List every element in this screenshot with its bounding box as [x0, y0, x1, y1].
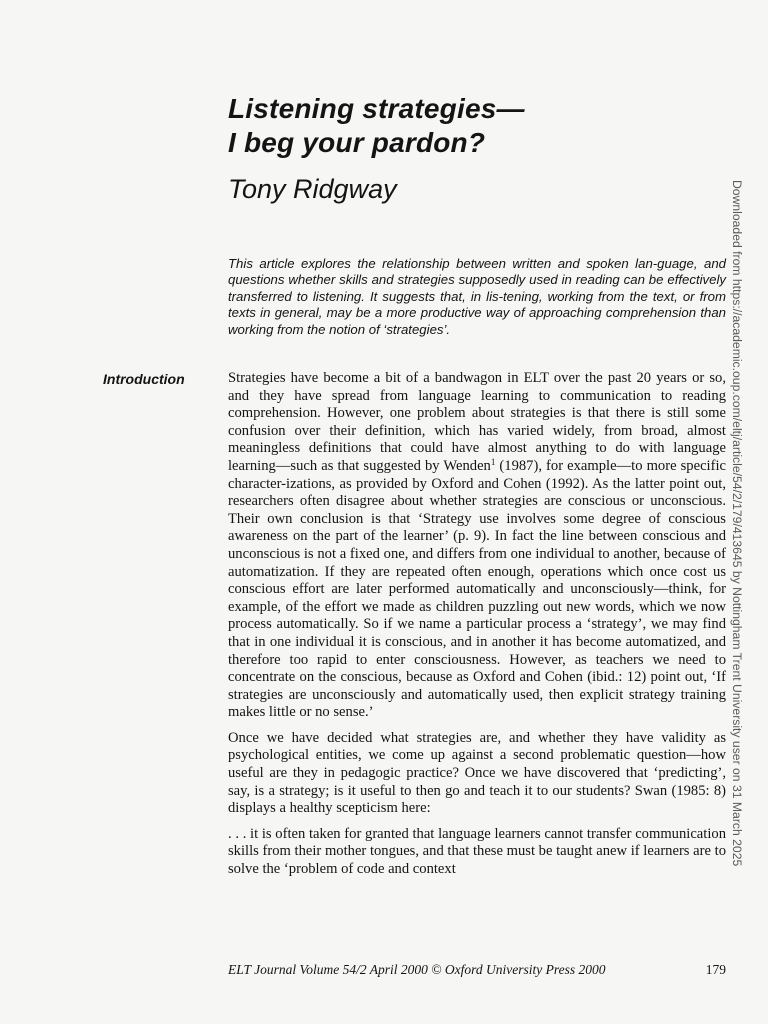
body-paragraph-2: Once we have decided what strategies are, and whether they have validity as psychological entities, we come up against a second problematic question—how useful are they in pedagogic practice? Once we have discovered that ‘predicting’, say, is a strategy; is it useful to then go and teach it to our students? Swan (1985: 8) displays a healthy scepticism here: [228, 729, 726, 817]
page-number: 179 [705, 962, 726, 977]
article-title-line-1: Listening strategies— [228, 93, 525, 124]
body-paragraph-1 [228, 370, 726, 722]
body-paragraph-1-text-a: Strategies have become a bit of a bandwagon in ELT over the past 20 years or so, and they have spread from language learning to communication to reading comprehension. However, one problem about strategies is that there is still some confusion over their definition, which has varied widely, from broad, almost meaningless definitions that could have almost anything to do with language learning—such as that suggested by Wenden [228, 370, 726, 474]
page-footer [228, 961, 726, 979]
article-title [228, 92, 688, 160]
section-heading-introduction: Introduction [103, 371, 185, 387]
author-name: Tony Ridgway [228, 174, 397, 204]
body-paragraph-1-text-b: (1987), for example—to more specific character-izations, as provided by Oxford and Cohen (1992). As the latter point out, researchers often disagree about whether strategies are conscious or unconscious. Their own conclusion is that ‘Strategy use involves some degree of conscious awareness on the part of the learner’ (p. 9). In fact the line between conscious and unconscious is not a fixed one, and differs from one individual to another, because of automatization. If they are repeated often enough, operations which once cost us conscious effort are later performed automatically and unconsciously—think, for example, of the effort we made as children puzzling out new words, which we now process automatically. So if we name a particular process a ‘strategy’, we may find that in one individual it is conscious, and in another it has become automatized, and therefore too rapid to enter consciousness. However, as teachers we need to concentrate on the conscious, because as Oxford and Cohen (ibid.: 12) point out, ‘If strategies are unconsciously and automatically used, then explicit strategy training makes little or no sense.’ [228, 457, 726, 721]
article-title-line-2: I beg your pardon? [228, 127, 486, 158]
body-text [228, 370, 726, 887]
block-quote: . . . it is often taken for granted that language learners cannot transfer communication skills from their mother tongues, and that these must be taught anew if learners are to solve the ‘problem of code and context [228, 825, 726, 878]
journal-citation: ELT Journal Volume 54/2 April 2000 © Oxford University Press 2000 [228, 962, 606, 977]
footnote-reference[interactable]: 1 [490, 456, 496, 467]
abstract: This article explores the relationship between written and spoken lan-guage, and questions whether skills and strategies supposedly used in reading can be effectively transferred to listening. It suggests that, in lis-tening, working from the text, or from texts in general, may be a more productive way of approaching comprehension than working from the notion of ‘strategies’. [228, 256, 726, 337]
download-watermark: Downloaded from https://academic.oup.com/eltj/article/54/2/179/413645 by Nottingham Trent University user on 31 March 2025 [730, 180, 744, 867]
